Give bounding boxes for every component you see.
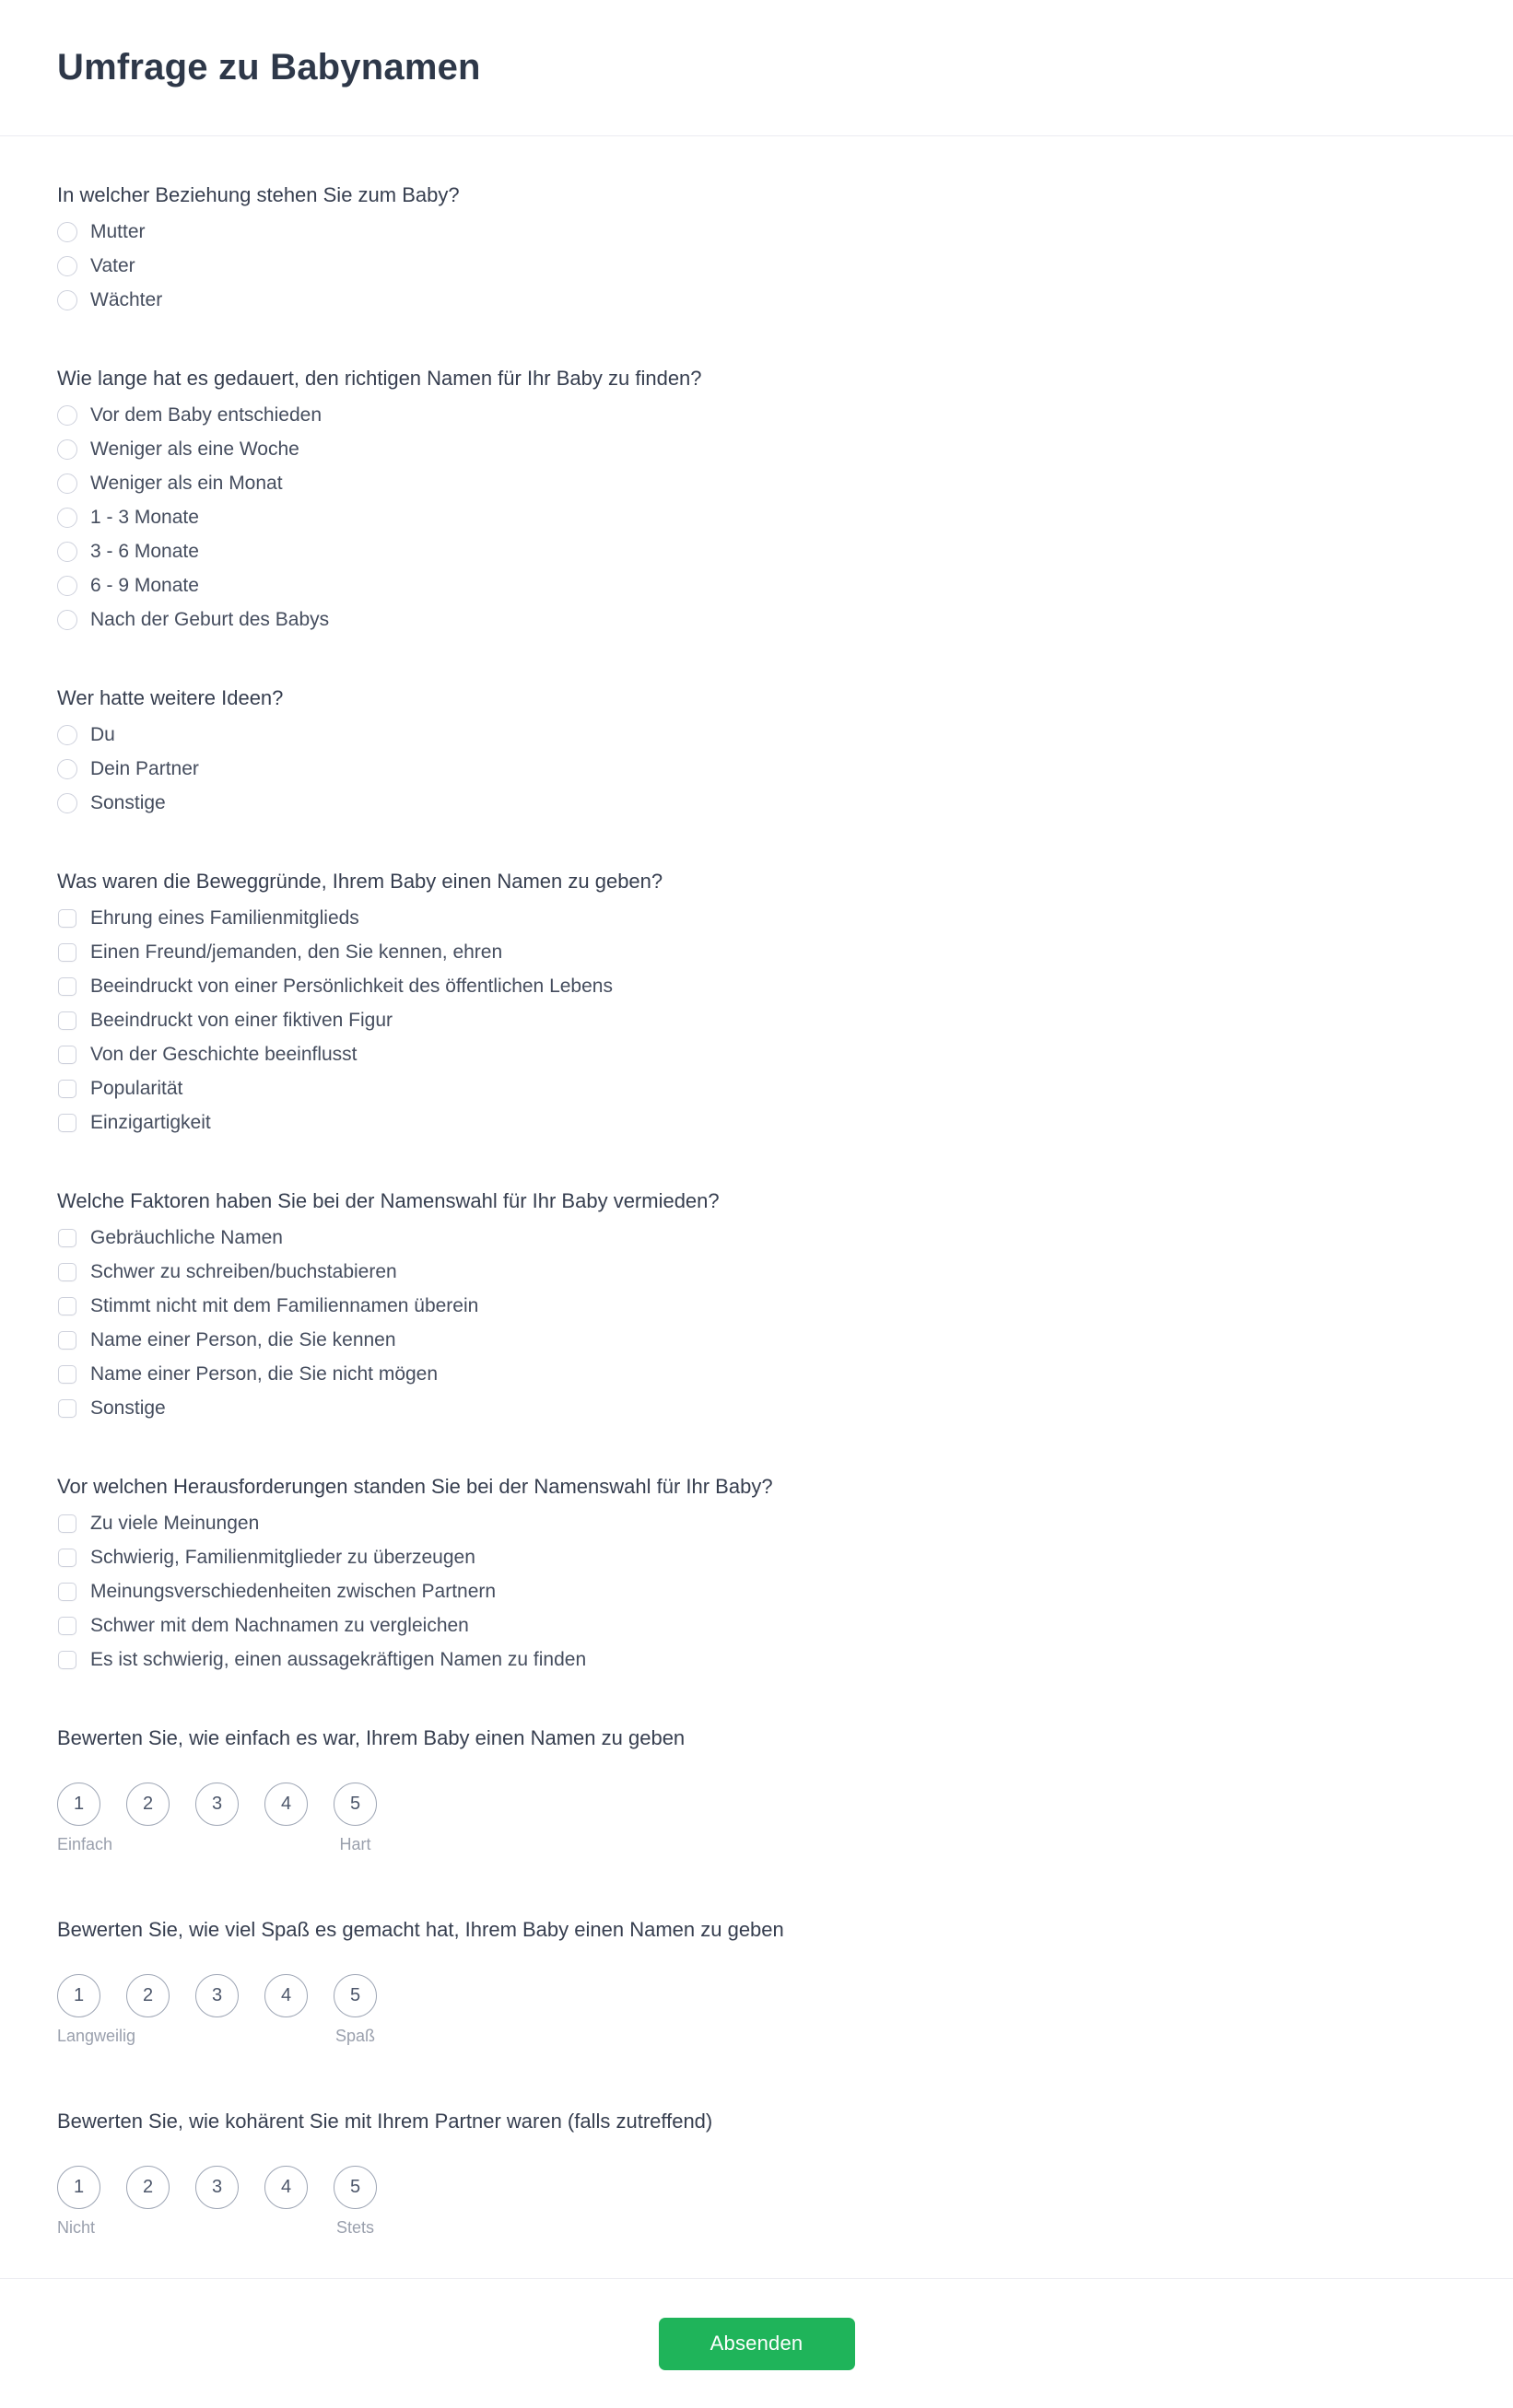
rating-min-label: Nicht — [57, 2218, 96, 2237]
radio-button[interactable] — [57, 725, 77, 745]
radio-button[interactable] — [57, 793, 77, 813]
option-label: 6 - 9 Monate — [90, 575, 199, 596]
option-control-wrap — [57, 908, 77, 929]
question-label: Bewerten Sie, wie einfach es war, Ihrem Baby einen Namen zu geben — [57, 1726, 686, 1749]
option-control-wrap — [57, 725, 77, 745]
rating-question-section — [57, 1724, 1456, 1854]
option-control-wrap — [57, 759, 77, 779]
checkbox[interactable] — [58, 1583, 76, 1601]
option-label: Schwer mit dem Nachnamen zu vergleichen — [90, 1615, 469, 1636]
rating-circle-3[interactable]: 3 — [195, 1783, 239, 1826]
checkbox[interactable] — [58, 977, 76, 996]
option-label: Von der Geschichte beeinflusst — [90, 1044, 358, 1065]
radio-button[interactable] — [57, 759, 77, 779]
option-row[interactable] — [57, 1113, 1456, 1133]
option-row[interactable] — [57, 1228, 1456, 1248]
option-label: Wächter — [90, 289, 163, 310]
question-label: Bewerten Sie, wie viel Spaß es gemacht hat, Ihrem Baby einen Namen zu geben — [57, 1918, 784, 1941]
option-label: Name einer Person, die Sie kennen — [90, 1329, 396, 1350]
option-label: Einzigartigkeit — [90, 1112, 211, 1133]
rating-circle-5[interactable]: 5 — [334, 2166, 377, 2209]
option-row[interactable] — [57, 1364, 1456, 1385]
option-row[interactable] — [57, 542, 1456, 562]
option-row[interactable] — [57, 1582, 1456, 1602]
option-label: Vater — [90, 255, 135, 276]
option-control-wrap — [57, 542, 77, 562]
rating-hint-labels — [57, 2026, 377, 2046]
option-control-wrap — [57, 576, 77, 596]
rating-circle-2[interactable]: 2 — [126, 2166, 170, 2209]
option-label: Name einer Person, die Sie nicht mögen — [90, 1363, 439, 1385]
option-row[interactable] — [57, 793, 1456, 813]
option-row[interactable] — [57, 1616, 1456, 1636]
option-row[interactable] — [57, 1079, 1456, 1099]
rating-circle-3[interactable]: 3 — [195, 1974, 239, 2017]
rating-circle-4[interactable]: 4 — [264, 2166, 308, 2209]
option-row[interactable] — [57, 222, 1456, 242]
option-row[interactable] — [57, 439, 1456, 460]
option-control-wrap — [57, 1364, 77, 1385]
question-section — [57, 181, 1456, 310]
option-control-wrap — [57, 405, 77, 426]
rating-circle-4[interactable]: 4 — [264, 1783, 308, 1826]
checkbox[interactable] — [58, 1514, 76, 1533]
option-list — [57, 725, 1456, 813]
rating-hint-labels — [57, 1834, 377, 1854]
checkbox[interactable] — [58, 1399, 76, 1418]
radio-button[interactable] — [57, 542, 77, 562]
question-label: Was waren die Beweggründe, Ihrem Baby einen Namen zu geben? — [57, 870, 663, 893]
question-section — [57, 1473, 1456, 1670]
option-row[interactable] — [57, 256, 1456, 276]
option-control-wrap — [57, 793, 77, 813]
option-control-wrap — [57, 1011, 77, 1031]
question-label: Wie lange hat es gedauert, den richtigen Namen für Ihr Baby zu finden? — [57, 367, 702, 390]
rating-max-label: Stets — [335, 2218, 375, 2237]
checkbox[interactable] — [58, 1229, 76, 1247]
question-label: Bewerten Sie, wie kohärent Sie mit Ihrem Partner waren (falls zutreffend) — [57, 2110, 713, 2133]
option-control-wrap — [57, 1296, 77, 1316]
checkbox[interactable] — [58, 1365, 76, 1384]
radio-button[interactable] — [57, 405, 77, 426]
option-row[interactable] — [57, 725, 1456, 745]
option-row[interactable] — [57, 290, 1456, 310]
option-label: Beeindruckt von einer Persönlichkeit des öffentlichen Lebens — [90, 976, 613, 997]
checkbox[interactable] — [58, 1331, 76, 1350]
rating-circle-5[interactable]: 5 — [334, 1974, 377, 2017]
option-row[interactable] — [57, 508, 1456, 528]
option-control-wrap — [57, 1650, 77, 1670]
radio-button[interactable] — [57, 473, 77, 494]
option-control-wrap — [57, 1548, 77, 1568]
option-label: Ehrung eines Familienmitglieds — [90, 907, 359, 929]
submit-button[interactable]: Absenden — [659, 2318, 855, 2370]
rating-circle-4[interactable]: 4 — [264, 1974, 308, 2017]
option-control-wrap — [57, 1113, 77, 1133]
option-control-wrap — [57, 290, 77, 310]
option-control-wrap — [57, 473, 77, 494]
option-label: 3 - 6 Monate — [90, 541, 199, 562]
option-list — [57, 908, 1456, 1133]
checkbox[interactable] — [58, 1549, 76, 1567]
radio-button[interactable] — [57, 439, 77, 460]
question-label: Vor welchen Herausforderungen standen Sie bei der Namenswahl für Ihr Baby? — [57, 1475, 773, 1498]
option-label: 1 - 3 Monate — [90, 507, 199, 528]
form-footer — [0, 2278, 1513, 2408]
rating-circle-1[interactable]: 1 — [57, 1974, 100, 2017]
rating-circle-3[interactable]: 3 — [195, 2166, 239, 2209]
option-label: Weniger als ein Monat — [90, 473, 283, 494]
checkbox[interactable] — [58, 1011, 76, 1030]
option-row[interactable] — [57, 405, 1456, 426]
option-control-wrap — [57, 976, 77, 997]
option-list — [57, 405, 1456, 630]
option-label: Zu viele Meinungen — [90, 1513, 260, 1534]
radio-button[interactable] — [57, 222, 77, 242]
radio-button[interactable] — [57, 610, 77, 630]
rating-max-label: Hart — [339, 1835, 371, 1853]
option-label: Nach der Geburt des Babys — [90, 609, 330, 630]
rating-scale — [57, 2166, 1456, 2209]
checkbox[interactable] — [58, 909, 76, 928]
option-row[interactable] — [57, 759, 1456, 779]
question-section — [57, 1187, 1456, 1419]
option-row[interactable] — [57, 1398, 1456, 1419]
checkbox[interactable] — [58, 1046, 76, 1064]
option-label: Dein Partner — [90, 758, 199, 779]
option-row[interactable] — [57, 1514, 1456, 1534]
rating-circle-1[interactable]: 1 — [57, 1783, 100, 1826]
option-list — [57, 1228, 1456, 1419]
option-label: Mutter — [90, 221, 146, 242]
form-header — [0, 0, 1513, 136]
option-label: Popularität — [90, 1078, 183, 1099]
option-label: Sonstige — [90, 1397, 166, 1419]
option-control-wrap — [57, 1514, 77, 1534]
question-label: In welcher Beziehung stehen Sie zum Baby? — [57, 183, 460, 206]
option-control-wrap — [57, 508, 77, 528]
rating-min-label: Einfach — [57, 1835, 113, 1853]
option-control-wrap — [57, 610, 77, 630]
option-label: Weniger als eine Woche — [90, 438, 299, 460]
option-control-wrap — [57, 439, 77, 460]
question-section — [57, 868, 1456, 1133]
checkbox[interactable] — [58, 943, 76, 962]
question-section — [57, 365, 1456, 630]
question-label: Wer hatte weitere Ideen? — [57, 686, 284, 709]
option-row[interactable] — [57, 576, 1456, 596]
rating-scale — [57, 1974, 1456, 2017]
option-control-wrap — [57, 1616, 77, 1636]
option-list — [57, 222, 1456, 310]
radio-button[interactable] — [57, 290, 77, 310]
option-control-wrap — [57, 1228, 77, 1248]
rating-scale — [57, 1783, 1456, 1826]
rating-circle-2[interactable]: 2 — [126, 1783, 170, 1826]
option-row[interactable] — [57, 1262, 1456, 1282]
option-label: Gebräuchliche Namen — [90, 1227, 283, 1248]
option-list — [57, 1514, 1456, 1670]
form-body — [0, 136, 1513, 2278]
rating-question-section — [57, 2108, 1456, 2238]
rating-circle-2[interactable]: 2 — [126, 1974, 170, 2017]
rating-circle-1[interactable]: 1 — [57, 2166, 100, 2209]
option-row[interactable] — [57, 1045, 1456, 1065]
page-title: Umfrage zu Babynamen — [57, 47, 481, 88]
question-label: Welche Faktoren haben Sie bei der Namenswahl für Ihr Baby vermieden? — [57, 1189, 720, 1212]
option-row[interactable] — [57, 908, 1456, 929]
option-row[interactable] — [57, 473, 1456, 494]
option-row[interactable] — [57, 1330, 1456, 1350]
option-label: Vor dem Baby entschieden — [90, 404, 322, 426]
checkbox[interactable] — [58, 1651, 76, 1669]
option-control-wrap — [57, 1330, 77, 1350]
radio-button[interactable] — [57, 508, 77, 528]
option-label: Schwer zu schreiben/buchstabieren — [90, 1261, 397, 1282]
rating-hint-labels — [57, 2217, 377, 2238]
option-control-wrap — [57, 1079, 77, 1099]
rating-question-section — [57, 1916, 1456, 2046]
radio-button[interactable] — [57, 576, 77, 596]
rating-max-label: Spaß — [334, 2027, 376, 2045]
option-row[interactable] — [57, 1011, 1456, 1031]
option-row[interactable] — [57, 610, 1456, 630]
option-control-wrap — [57, 1045, 77, 1065]
rating-min-label: Langweilig — [57, 2027, 136, 2045]
option-label: Sonstige — [90, 792, 166, 813]
option-row[interactable] — [57, 1296, 1456, 1316]
option-row[interactable] — [57, 942, 1456, 963]
question-section — [57, 684, 1456, 813]
option-control-wrap — [57, 1262, 77, 1282]
option-label: Es ist schwierig, einen aussagekräftigen Namen zu finden — [90, 1649, 587, 1670]
option-label: Einen Freund/jemanden, den Sie kennen, ehren — [90, 941, 503, 963]
option-label: Stimmt nicht mit dem Familiennamen überein — [90, 1295, 479, 1316]
option-control-wrap — [57, 1398, 77, 1419]
checkbox[interactable] — [58, 1297, 76, 1315]
option-row[interactable] — [57, 1548, 1456, 1568]
rating-circle-5[interactable]: 5 — [334, 1783, 377, 1826]
option-row[interactable] — [57, 976, 1456, 997]
checkbox[interactable] — [58, 1617, 76, 1635]
option-label: Schwierig, Familienmitglieder zu überzeugen — [90, 1547, 475, 1568]
option-control-wrap — [57, 942, 77, 963]
option-row[interactable] — [57, 1650, 1456, 1670]
option-label: Meinungsverschiedenheiten zwischen Partnern — [90, 1581, 497, 1602]
checkbox[interactable] — [58, 1080, 76, 1098]
option-label: Du — [90, 724, 115, 745]
checkbox[interactable] — [58, 1263, 76, 1281]
radio-button[interactable] — [57, 256, 77, 276]
option-control-wrap — [57, 256, 77, 276]
option-control-wrap — [57, 1582, 77, 1602]
checkbox[interactable] — [58, 1114, 76, 1132]
option-control-wrap — [57, 222, 77, 242]
option-label: Beeindruckt von einer fiktiven Figur — [90, 1010, 393, 1031]
